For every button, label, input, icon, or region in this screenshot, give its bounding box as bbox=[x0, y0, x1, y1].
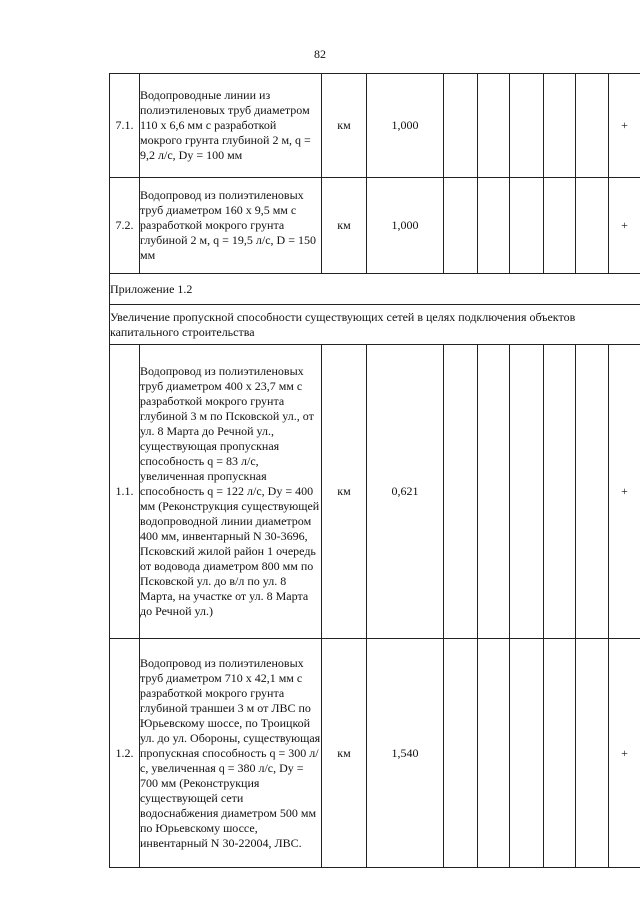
empty-cell bbox=[576, 74, 609, 178]
row-mark: + bbox=[609, 345, 640, 639]
empty-cell bbox=[576, 345, 609, 639]
empty-cell bbox=[444, 178, 478, 274]
row-description: Водопроводные линии из полиэтиленовых труб диаметром 110 х 6,6 мм с разработкой мокрого грунта глубиной 2 м, q = 9,2 л/с, Dy = 100 мм bbox=[140, 74, 322, 178]
empty-cell bbox=[510, 639, 544, 868]
empty-cell bbox=[544, 178, 576, 274]
row-mark: + bbox=[609, 178, 640, 274]
empty-cell bbox=[478, 345, 510, 639]
row-mark: + bbox=[609, 639, 640, 868]
row-mark: + bbox=[609, 74, 640, 178]
empty-cell bbox=[478, 178, 510, 274]
row-quantity: 1,540 bbox=[367, 639, 444, 868]
empty-cell bbox=[510, 345, 544, 639]
row-number: 1.1. bbox=[110, 345, 140, 639]
works-table bbox=[109, 73, 640, 868]
section-title: Увеличение пропускной способности существующих сетей в целях подключения объектов капитального строительства bbox=[110, 305, 640, 345]
section-row bbox=[110, 305, 640, 345]
empty-cell bbox=[444, 639, 478, 868]
row-number: 1.2. bbox=[110, 639, 140, 868]
row-quantity: 1,000 bbox=[367, 74, 444, 178]
empty-cell bbox=[576, 178, 609, 274]
empty-cell bbox=[478, 74, 510, 178]
empty-cell bbox=[544, 639, 576, 868]
empty-cell bbox=[444, 345, 478, 639]
empty-cell bbox=[444, 74, 478, 178]
row-unit: км bbox=[322, 639, 367, 868]
appendix-title: Приложение 1.2 bbox=[110, 274, 640, 305]
page-number: 82 bbox=[314, 47, 326, 61]
empty-cell bbox=[510, 74, 544, 178]
empty-cell bbox=[544, 345, 576, 639]
row-number: 7.2. bbox=[110, 178, 140, 274]
table-row bbox=[110, 178, 640, 274]
appendix-row bbox=[110, 274, 640, 305]
row-number: 7.1. bbox=[110, 74, 140, 178]
table-row bbox=[110, 74, 640, 178]
empty-cell bbox=[576, 639, 609, 868]
row-unit: км bbox=[322, 345, 367, 639]
empty-cell bbox=[544, 74, 576, 178]
row-description: Водопровод из полиэтиленовых труб диаметром 160 х 9,5 мм с разработкой мокрого грунта глубиной 2 м, q = 19,5 л/с, D = 150 мм bbox=[140, 178, 322, 274]
empty-cell bbox=[510, 178, 544, 274]
table-row bbox=[110, 639, 640, 868]
table-row bbox=[110, 345, 640, 639]
row-description: Водопровод из полиэтиленовых труб диаметром 710 х 42,1 мм с разработкой мокрого грунта глубиной траншеи 3 м от ЛВС по Юрьевскому шоссе, по Троицкой ул. до ул. Обороны, существующая пропускная способность q = 300 л/с, увеличенная q = 380 л/с, Dy = 700 мм (Реконструкция существующей сети водоснабжения диаметром 500 мм по Юрьевскому шоссе, инвентарный N 30-22004, ЛВС. bbox=[140, 639, 322, 868]
row-unit: км bbox=[322, 178, 367, 274]
empty-cell bbox=[478, 639, 510, 868]
row-quantity: 1,000 bbox=[367, 178, 444, 274]
row-unit: км bbox=[322, 74, 367, 178]
row-description: Водопровод из полиэтиленовых труб диаметром 400 х 23,7 мм с разработкой мокрого грунта глубиной 3 м по Псковской ул., от ул. 8 Марта до Речной ул., существующая пропускная способность q = 83 л/с, увеличенная пропускная способность q = 122 л/с, Dy = 400 мм (Реконструкция существующей водопроводной линии диаметром 400 мм, инвентарный N 30-3696, Псковский жилой район 1 очередь от водовода диаметром 800 мм по Псковской ул. до в/л по ул. 8 Марта, на участке от ул. 8 Марта до Речной ул.) bbox=[140, 345, 322, 639]
row-quantity: 0,621 bbox=[367, 345, 444, 639]
